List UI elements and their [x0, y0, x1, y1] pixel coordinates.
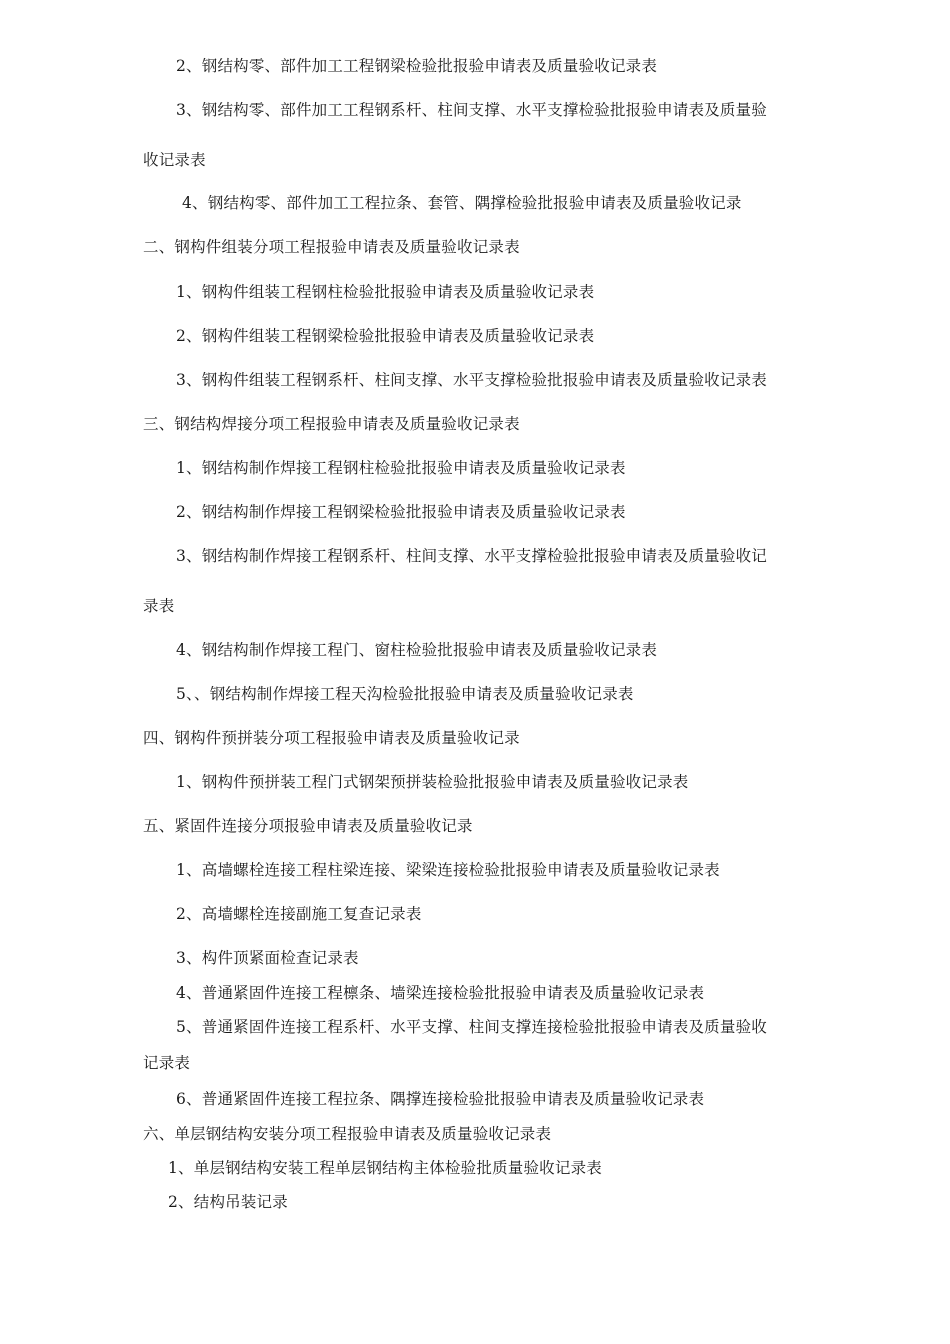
- item-5-5: 5、普通紧固件连接工程系杆、水平支撑、柱间支撑连接检验批报验申请表及质量验收: [176, 1018, 767, 1036]
- item-2-2: 2、钢构件组装工程钢梁检验批报验申请表及质量验收记录表: [176, 327, 595, 345]
- item-1-4: 4、钢结构零、部件加工工程拉条、套管、隅撑检验批报验申请表及质量验收记录: [182, 194, 742, 212]
- item-5-5-continued: 记录表: [143, 1054, 191, 1072]
- item-5-2: 2、高墙螺栓连接副施工复查记录表: [176, 905, 422, 923]
- item-5-3: 3、构件顶紧面检查记录表: [176, 949, 359, 967]
- item-1-3: 3、钢结构零、部件加工工程钢系杆、柱间支撑、水平支撑检验批报验申请表及质量验: [176, 101, 767, 119]
- section-6-heading: 六、单层钢结构安装分项工程报验申请表及质量验收记录表: [143, 1125, 552, 1143]
- item-1-2: 2、钢结构零、部件加工工程钢梁检验批报验申请表及质量验收记录表: [176, 57, 658, 75]
- item-3-4: 4、钢结构制作焊接工程门、窗柱检验批报验申请表及质量验收记录表: [176, 641, 658, 659]
- item-5-4: 4、普通紧固件连接工程檩条、墙梁连接检验批报验申请表及质量验收记录表: [176, 984, 705, 1002]
- section-3-heading: 三、钢结构焊接分项工程报验申请表及质量验收记录表: [143, 415, 520, 433]
- item-6-1: 1、单层钢结构安装工程单层钢结构主体检验批质量验收记录表: [168, 1159, 602, 1177]
- item-3-5: 5、、钢结构制作焊接工程天沟检验批报验申请表及质量验收记录表: [176, 685, 634, 703]
- item-3-3-continued: 录表: [143, 597, 175, 615]
- item-1-3-continued: 收记录表: [143, 151, 206, 169]
- item-2-3: 3、钢构件组装工程钢系杆、柱间支撑、水平支撑检验批报验申请表及质量验收记录表: [176, 371, 767, 389]
- item-2-1: 1、钢构件组装工程钢柱检验批报验申请表及质量验收记录表: [176, 283, 595, 301]
- section-5-heading: 五、紧固件连接分项报验申请表及质量验收记录: [143, 817, 473, 835]
- item-3-2: 2、钢结构制作焊接工程钢梁检验批报验申请表及质量验收记录表: [176, 503, 626, 521]
- section-2-heading: 二、钢构件组装分项工程报验申请表及质量验收记录表: [143, 238, 520, 256]
- item-3-1: 1、钢结构制作焊接工程钢柱检验批报验申请表及质量验收记录表: [176, 459, 626, 477]
- section-4-heading: 四、钢构件预拼装分项工程报验申请表及质量验收记录: [143, 729, 520, 747]
- item-3-3: 3、钢结构制作焊接工程钢系杆、柱间支撑、水平支撑检验批报验申请表及质量验收记: [176, 547, 767, 565]
- item-5-6: 6、普通紧固件连接工程拉条、隅撑连接检验批报验申请表及质量验收记录表: [176, 1090, 705, 1108]
- item-4-1: 1、钢构件预拼装工程门式钢架预拼装检验批报验申请表及质量验收记录表: [176, 773, 689, 791]
- item-5-1: 1、高墙螺栓连接工程柱梁连接、梁梁连接检验批报验申请表及质量验收记录表: [176, 861, 720, 879]
- item-6-2: 2、结构吊装记录: [168, 1193, 288, 1211]
